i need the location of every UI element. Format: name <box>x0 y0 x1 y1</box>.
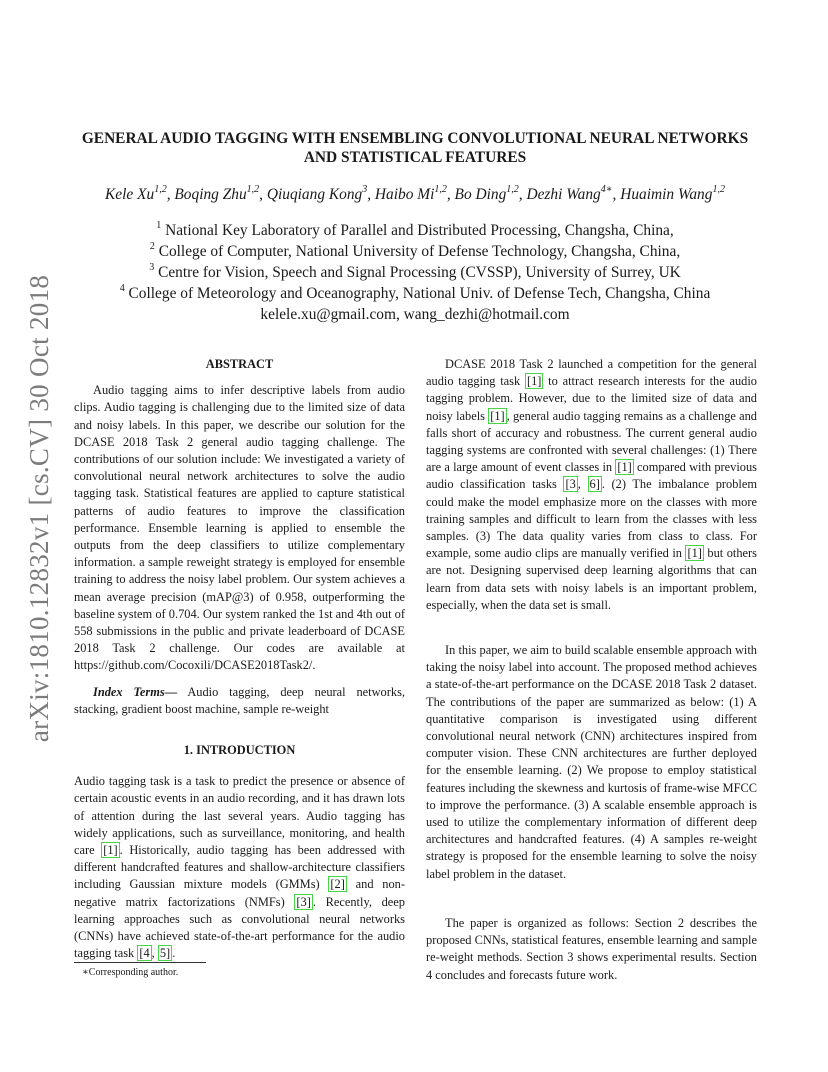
author-affil-mark: 1,2 <box>154 183 167 195</box>
affiliation-mark: 3 <box>149 261 155 273</box>
text-run: , general audio tagging remains as a challenge and falls short of accuracy and robustness. The current general audio tagging systems are confronted with several challenges: (1) There are a large amount of event classes in <box>426 408 757 475</box>
text-run: , <box>151 946 158 961</box>
affiliation-mark: 1 <box>156 219 162 231</box>
affiliation <box>60 262 770 283</box>
affiliation-text: College of Computer, National University of Defense Technology, Changsha, China, <box>158 243 681 260</box>
right-column <box>426 356 757 614</box>
text-run: DCASE 2018 Task 2 launched a competition for the general audio tagging task <box>426 357 757 389</box>
text-run: compared with previous audio classification tasks <box>426 460 758 492</box>
citation-link[interactable]: [3] <box>296 894 311 909</box>
intro-heading: 1. INTRODUCTION <box>183 743 296 758</box>
author-affil-mark: 4∗ <box>600 183 613 195</box>
author-affil-mark: 3 <box>362 183 368 195</box>
author: Boqing Zhu <box>174 186 247 203</box>
affiliation <box>60 220 770 241</box>
citation-link[interactable]: [1] <box>490 408 505 423</box>
paper-title: GENERAL AUDIO TAGGING WITH ENSEMBLING CONVOLUTIONAL NEURAL NETWORKS AND STATISTICAL FEATURES <box>81 130 749 166</box>
author: Qiuqiang Kong <box>266 186 363 203</box>
citation-link[interactable]: [1] <box>526 374 542 389</box>
citation-link[interactable]: 6] <box>589 477 600 492</box>
text-run: but others are not. Designing supervised deep learning algorithms that can learn from data sets with noisy labels is an important problem, especially, when the data set is small. <box>426 546 757 612</box>
text-run: . Historically, audio tagging has been addressed with different handcrafted features and shallow-architecture classifiers including Gaussian mixture models (GMMs) <box>74 843 405 892</box>
citation-link[interactable]: [2] <box>330 877 345 892</box>
citation-link[interactable]: [1] <box>103 843 118 858</box>
affiliation-mark: 4 <box>119 282 125 294</box>
citation-link[interactable]: [3 <box>565 477 576 492</box>
author-affil-mark: 1,2 <box>246 183 260 195</box>
author-list: Kele Xu$^{1,2}$, Boqing Zhu$^{1,2}$, Qiuqiang Kong$^3$, Haibo Mi$^{1,2}$, Bo Ding$^{1,2}$, Dezhi Wang$^{4∗}$, Huaimin Wang$^{1,2}$ <box>105 183 725 203</box>
text-run: . (2) The imbalance problem could make the model emphasize more on the classes with more training samples and difficult to learn from the classes with less samples. (3) The data quality varies from class to class. For example, some audio clips are manually verified in <box>426 477 757 561</box>
author-affil-mark: 1,2 <box>434 183 447 195</box>
text-run: Audio tagging task is a task to predict the presence or absence of certain acoustic events in an audio recording, and it has drawn lots of attention during the last several years. Audio tagging has widely applications, such as surveillance, monitoring, and health care <box>74 774 405 858</box>
right-column-part3 <box>426 915 757 984</box>
abstract-heading: ABSTRACT <box>205 357 274 371</box>
author-affil-mark: 1,2 <box>712 183 725 195</box>
body-paragraph: In this paper, we aim to build scalable ensemble approach with taking the noisy label into account. The proposed method achieves a state-of-the-art performance on the DCASE 2018 Task 2 dataset. The contributions of the paper are summarized as below: (1) A quantitative comparison is investigated using different convolutional neural network (CNN) architectures inspired from computer vision. These CNN architectures are further deployed for the ensemble learning. (2) We propose to employ statistical features including the skewness and kurtosis of frame-wise MFCC to improve the performance. (3) A scalable ensemble approach is used to utilize the complementary information of different deep architectures and handcrafted features. (4) A samples re-weight strategy is proposed for the ensemble learning to solve the noisy label problem in the dataset. <box>426 643 757 881</box>
index-terms-label: Index Terms— <box>93 684 178 699</box>
body-paragraph <box>426 356 757 614</box>
text-run: . Recently, deep learning approaches such as convolutional neural networks (CNNs) have achieved state-of-the-art performance for the audio tagging task <box>74 894 405 961</box>
author: Haibo Mi <box>374 186 435 203</box>
affiliation-text: National Key Laboratory of Parallel and Distributed Processing, Changsha, China, <box>165 222 674 239</box>
citation-link[interactable]: [1] <box>687 546 702 561</box>
index-terms <box>74 684 405 718</box>
text-run: to attract research interests for the audio tagging problem. However, due to the limited size of data and noisy labels <box>426 374 758 423</box>
affiliation <box>60 283 770 304</box>
arxiv-identifier-text: arXiv:1810.12832v1 [cs.CV] 30 Oct 2018 <box>24 274 55 742</box>
affiliation-text: College of Meteorology and Oceanography, National Univ. of Defense Tech, Changsha, China <box>128 285 711 302</box>
abstract-text: Audio tagging aims to infer descriptive labels from audio clips. Audio tagging is challenging due to the limited size of data and noisy labels. In this paper, we describe our solution for the DCASE 2018 Task 2 general audio tagging challenge. The contributions of our solution include: We investigated a variety of convolutional neural network architectures to solve the audio tagging task. Statistical features are applied to capture statistical patterns of audio features to improve the classification performance. Ensemble learning is applied to ensemble the outputs from the deep classifiers to utilize complementary information. a sample reweight strategy is employed for ensemble training to address the noisy label problem. Our system achieves a mean average precision (mAP@3) of 0.958, outperforming the baseline system of 0.704. Our system ranked the 1st and 4th out of 558 submissions in the public and private leaderboard of DCASE 2018 Task 2 challenge. Our codes are available at https://github.com/Cocoxili/DCASE2018Task2/. <box>74 383 405 673</box>
arxiv-identifier <box>18 274 62 742</box>
affiliations <box>60 220 770 325</box>
author: Bo Ding <box>454 186 507 203</box>
citation-link[interactable]: [4 <box>139 946 150 961</box>
affiliation-mark: 2 <box>149 240 155 252</box>
affiliation-text: Centre for Vision, Speech and Signal Processing (CVSSP), University of Surrey, UK <box>158 264 681 281</box>
body-paragraph: The paper is organized as follows: Section 2 describes the proposed CNNs, statistical features, ensemble learning and sample re-weight methods. Section 3 shows experimental results. Section 4 concludes and forecasts future work. <box>426 916 757 982</box>
text-run: . <box>172 946 176 961</box>
footnote-rule <box>74 962 206 963</box>
index-terms-text: Audio tagging, deep neural networks, stacking, gradient boost machine, sample re-weight <box>74 684 405 716</box>
citation-link[interactable]: 5] <box>159 946 171 961</box>
footnote: ∗Corresponding author. <box>82 967 179 978</box>
affiliation <box>60 241 770 262</box>
text-run: and non-negative matrix factorizations (NMFs) <box>74 877 405 909</box>
left-column <box>74 356 405 963</box>
text-run: , <box>577 477 588 492</box>
right-column-part2 <box>426 642 757 883</box>
author: Huaimin Wang <box>620 186 713 203</box>
citation-link[interactable]: [1] <box>617 460 632 475</box>
intro-paragraph <box>74 773 405 962</box>
author: Dezhi Wang <box>526 186 601 203</box>
author-affil-mark: 1,2 <box>506 183 519 195</box>
emails: kelele.xu@gmail.com, wang_dezhi@hotmail.com <box>260 306 570 323</box>
author: Kele Xu <box>105 186 155 203</box>
